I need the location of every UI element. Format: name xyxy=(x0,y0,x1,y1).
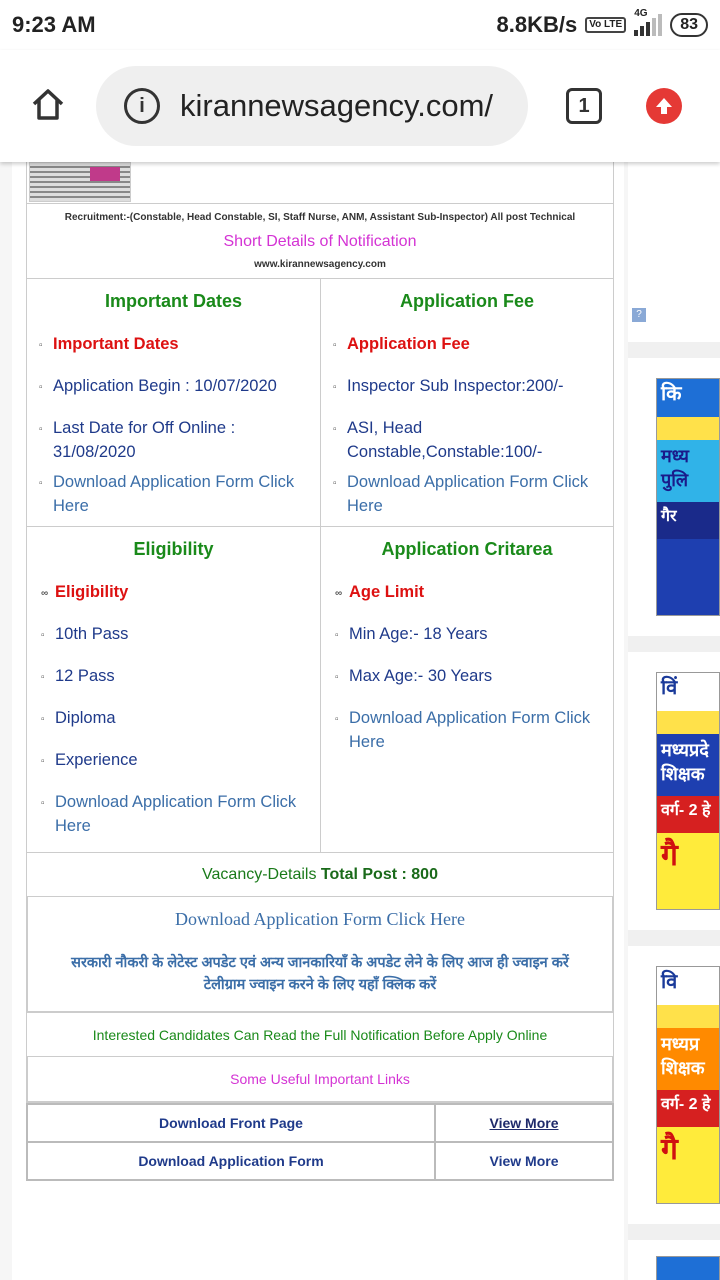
view-more-link[interactable]: View More xyxy=(435,1142,613,1180)
list-item: ∞ Eligibility xyxy=(41,583,129,601)
short-details-heading: Short Details of Notification xyxy=(223,233,417,250)
vacancy-details xyxy=(26,853,614,897)
sidebar xyxy=(628,162,720,1280)
links-table xyxy=(26,1103,614,1181)
eligibility-list xyxy=(27,580,320,838)
article-header xyxy=(26,204,614,279)
telegram-join-link[interactable] xyxy=(28,952,612,996)
important-dates-cell xyxy=(26,279,320,527)
telegram-line-2[interactable]: टेलीग्राम ज्वाइन करने के लिए यहाँ क्लिक करें xyxy=(203,977,437,993)
list-item: ▫ Important Dates xyxy=(39,335,179,353)
application-fee-list xyxy=(321,332,613,518)
address-bar[interactable] xyxy=(96,66,528,146)
list-item: ∞ Age Limit xyxy=(335,583,425,601)
site-text: www.kirannewsagency.com xyxy=(254,259,386,270)
info-icon[interactable]: i xyxy=(124,88,160,124)
application-criteria-title: Application Critarea xyxy=(381,539,553,559)
list-item: ▫ Last Date for Off Online : 31/08/2020 xyxy=(39,419,236,461)
application-fee-cell xyxy=(320,279,614,527)
sidebar-card[interactable] xyxy=(628,1240,720,1280)
important-dates-list xyxy=(27,332,320,518)
table-row xyxy=(27,1104,613,1142)
sidebar-card xyxy=(628,162,720,342)
download-link[interactable]: ▫ Download Application Form Click Here xyxy=(333,473,589,515)
download-application-form-link[interactable]: Download Application Form xyxy=(27,1142,435,1180)
list-item: ▫ Experience xyxy=(41,751,138,769)
list-item: ▫ Min Age:- 18 Years xyxy=(335,625,488,643)
view-more-link[interactable]: View More xyxy=(435,1104,613,1142)
battery-icon: 83 xyxy=(670,13,708,37)
update-arrow-icon[interactable] xyxy=(646,88,682,124)
url-text[interactable]: kirannewsagency.com/ xyxy=(180,88,494,123)
network-type: 4G xyxy=(634,8,648,19)
list-item: ▫ Application Begin : 10/07/2020 xyxy=(39,377,277,395)
list-item: ▫ ASI, Head Constable,Constable:100/- xyxy=(333,419,543,461)
status-bar xyxy=(0,0,720,50)
details-grid xyxy=(26,279,614,853)
book-cover-image[interactable] xyxy=(656,1256,720,1280)
volte-icon: Vo LTE xyxy=(585,17,626,33)
application-criteria-list xyxy=(321,580,613,754)
notification-thumbnail[interactable] xyxy=(29,162,131,202)
home-icon[interactable] xyxy=(30,86,66,122)
application-criteria-cell xyxy=(320,527,614,853)
network-speed: 8.8KB/s xyxy=(496,12,578,37)
status-icons xyxy=(496,8,708,38)
tab-switcher-button[interactable]: 1 xyxy=(566,88,602,124)
download-link[interactable]: ▫ Download Application Form Click Here xyxy=(39,473,295,515)
useful-links-heading: Some Useful Important Links xyxy=(26,1057,614,1103)
signal-icon xyxy=(634,8,662,36)
sidebar-card[interactable] xyxy=(628,946,720,1224)
book-cover-image[interactable]: कि मध्य पुलि गैर xyxy=(656,378,720,616)
thumbnail-row xyxy=(26,162,614,204)
list-item: ▫ Application Fee xyxy=(333,335,470,353)
eligibility-cell xyxy=(26,527,320,853)
table-row xyxy=(27,1142,613,1180)
browser-toolbar xyxy=(0,50,720,162)
web-page[interactable] xyxy=(0,162,720,1280)
recruitment-text: Recruitment:-(Constable, Head Constable, SI, Staff Nurse, ANM, Assistant Sub-Inspector) All post Technical xyxy=(64,212,576,223)
interested-notice: Interested Candidates Can Read the Full Notification Before Apply Online xyxy=(26,1013,614,1057)
download-box xyxy=(26,897,614,1013)
eligibility-title: Eligibility xyxy=(133,539,214,559)
list-item: ▫ Diploma xyxy=(41,709,116,727)
download-front-page-link[interactable]: Download Front Page xyxy=(27,1104,435,1142)
list-item: ▫ Inspector Sub Inspector:200/- xyxy=(333,377,564,395)
download-link[interactable]: ▫ Download Application Form Click Here xyxy=(335,709,591,751)
download-application-link[interactable]: Download Application Form Click Here xyxy=(175,909,465,929)
sidebar-card[interactable] xyxy=(628,358,720,636)
sidebar-card[interactable] xyxy=(628,652,720,930)
download-link[interactable]: ▫ Download Application Form Click Here xyxy=(41,793,297,835)
list-item: ▫ Max Age:- 30 Years xyxy=(335,667,493,685)
book-cover-image[interactable]: विं मध्यप्रदे शिक्षक वर्ग- 2 हे गै xyxy=(656,672,720,910)
clock: 9:23 AM xyxy=(12,12,96,37)
article xyxy=(26,162,614,1181)
vacancy-label: Vacancy-Details xyxy=(202,866,317,883)
list-item: ▫ 12 Pass xyxy=(41,667,115,685)
important-dates-title: Important Dates xyxy=(104,291,243,311)
vacancy-total: Total Post : 800 xyxy=(320,866,438,883)
list-item: ▫ 10th Pass xyxy=(41,625,129,643)
book-cover-image[interactable]: वि मध्यप्र शिक्षक वर्ग- 2 हे गै xyxy=(656,966,720,1204)
telegram-line-1[interactable]: सरकारी नौकरी के लेटेस्ट अपडेट एवं अन्य जानकारियाँ के अपडेट लेने के लिए आज ही ज्वाइन करें xyxy=(71,955,569,971)
application-fee-title: Application Fee xyxy=(399,291,534,311)
broken-image-icon: ? xyxy=(632,308,646,322)
